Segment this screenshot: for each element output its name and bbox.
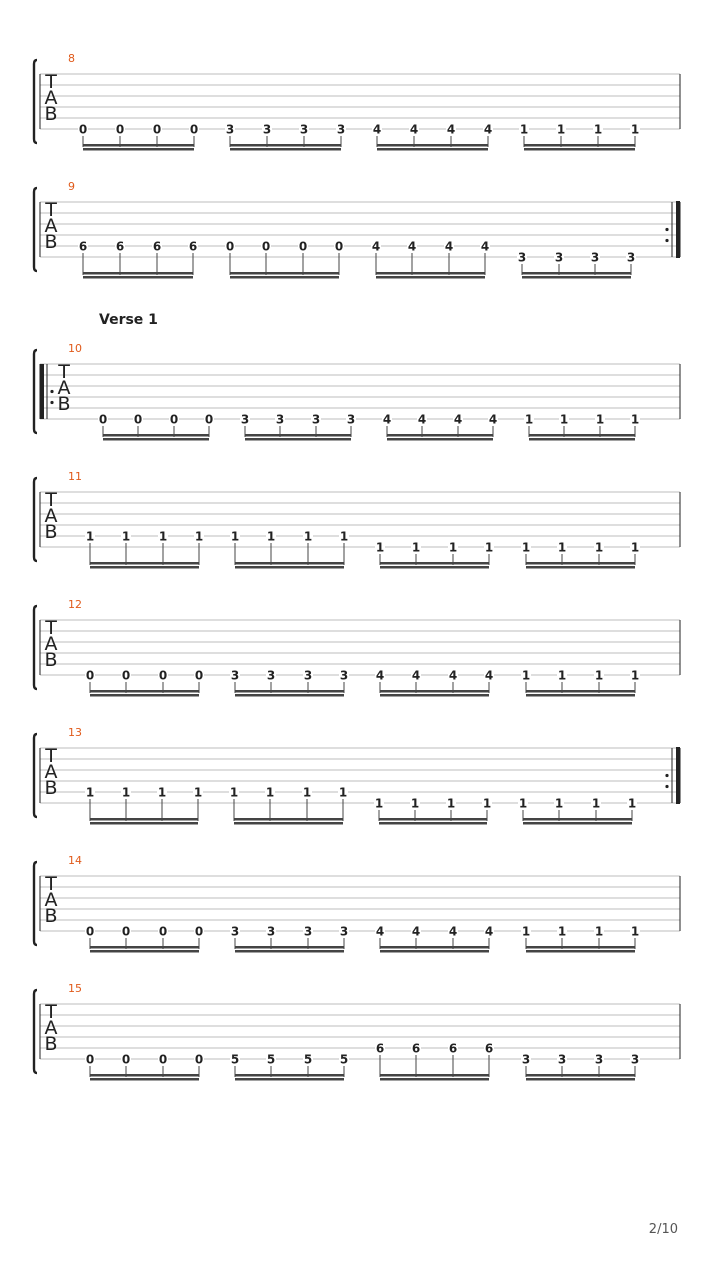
note-group bbox=[230, 669, 349, 697]
note-group bbox=[85, 530, 204, 569]
note-group bbox=[85, 1053, 204, 1081]
beam-primary bbox=[380, 1074, 489, 1077]
beam-secondary bbox=[235, 566, 344, 569]
beam-primary bbox=[235, 562, 344, 565]
fret-number: 6 bbox=[78, 239, 88, 254]
note-group bbox=[375, 925, 494, 953]
fret-number: 0 bbox=[115, 122, 125, 137]
fret-number: 1 bbox=[521, 540, 531, 555]
fret-number: 1 bbox=[229, 785, 239, 800]
tab-clef-letter: A bbox=[44, 87, 58, 109]
repeat-dot bbox=[665, 239, 668, 242]
beam-secondary bbox=[522, 276, 631, 279]
fret-number: 1 bbox=[85, 785, 95, 800]
beam-primary bbox=[235, 690, 344, 693]
fret-number: 1 bbox=[593, 122, 603, 137]
fret-number: 1 bbox=[554, 796, 564, 811]
fret-number: 1 bbox=[338, 785, 348, 800]
note-group bbox=[518, 797, 637, 825]
note-group bbox=[521, 541, 640, 569]
fret-number: 1 bbox=[85, 529, 95, 544]
end-repeat-thick-bar bbox=[676, 747, 680, 804]
system-bracket bbox=[34, 350, 37, 433]
tab-clef-letter: A bbox=[44, 889, 58, 911]
fret-number: 1 bbox=[557, 540, 567, 555]
fret-number: 1 bbox=[265, 785, 275, 800]
tab-clef-letter: A bbox=[44, 215, 58, 237]
beam-secondary bbox=[90, 950, 199, 953]
fret-number: 3 bbox=[230, 924, 240, 939]
beam-secondary bbox=[103, 438, 209, 441]
fret-number: 1 bbox=[630, 924, 640, 939]
fret-number: 0 bbox=[133, 412, 143, 427]
beam-primary bbox=[526, 562, 635, 565]
beam-secondary bbox=[83, 276, 193, 279]
tab-clef-letter: B bbox=[44, 649, 58, 671]
note-group bbox=[230, 925, 349, 953]
tab-clef-letter: T bbox=[45, 199, 57, 221]
note-group bbox=[375, 1042, 494, 1081]
tab-system-11 bbox=[34, 470, 680, 569]
tab-system-9 bbox=[34, 180, 680, 279]
fret-number: 3 bbox=[594, 1052, 604, 1067]
tab-clef-letter: A bbox=[44, 505, 58, 527]
end-repeat-thick-bar bbox=[676, 201, 680, 258]
fret-number: 4 bbox=[480, 239, 490, 254]
fret-number: 3 bbox=[262, 122, 272, 137]
system-bracket bbox=[34, 990, 37, 1073]
tab-clef-letter: B bbox=[44, 103, 58, 125]
beam-secondary bbox=[380, 566, 489, 569]
fret-number: 3 bbox=[240, 412, 250, 427]
tab-clef-letter: T bbox=[58, 361, 70, 383]
beam-primary bbox=[230, 144, 341, 147]
fret-number: 1 bbox=[339, 529, 349, 544]
fret-number: 1 bbox=[630, 412, 640, 427]
beam-primary bbox=[380, 946, 489, 949]
fret-number: 1 bbox=[303, 529, 313, 544]
fret-number: 6 bbox=[152, 239, 162, 254]
fret-number: 3 bbox=[517, 250, 527, 265]
fret-number: 1 bbox=[374, 796, 384, 811]
fret-number: 0 bbox=[298, 239, 308, 254]
fret-number: 1 bbox=[521, 924, 531, 939]
beam-primary bbox=[526, 690, 635, 693]
beam-secondary bbox=[380, 694, 489, 697]
note-group bbox=[521, 1053, 640, 1081]
system-bracket bbox=[34, 734, 37, 817]
tab-clef-letter: B bbox=[44, 777, 58, 799]
fret-number: 6 bbox=[375, 1041, 385, 1056]
fret-number: 4 bbox=[444, 239, 454, 254]
measure-number: 8 bbox=[68, 52, 75, 65]
fret-number: 6 bbox=[115, 239, 125, 254]
beam-secondary bbox=[523, 822, 632, 825]
fret-number: 6 bbox=[188, 239, 198, 254]
fret-number: 1 bbox=[557, 668, 567, 683]
start-repeat-thick-bar bbox=[40, 364, 44, 419]
fret-number: 0 bbox=[225, 239, 235, 254]
fret-number: 0 bbox=[85, 924, 95, 939]
beam-secondary bbox=[524, 148, 635, 151]
beam-primary bbox=[83, 144, 194, 147]
fret-number: 0 bbox=[334, 239, 344, 254]
fret-number: 4 bbox=[375, 924, 385, 939]
fret-number: 4 bbox=[453, 412, 463, 427]
repeat-dot bbox=[50, 401, 53, 404]
beam-secondary bbox=[234, 822, 343, 825]
fret-number: 0 bbox=[121, 1052, 131, 1067]
fret-number: 1 bbox=[594, 668, 604, 683]
beam-primary bbox=[522, 272, 631, 275]
note-group bbox=[517, 251, 636, 279]
note-group bbox=[240, 413, 356, 441]
beam-secondary bbox=[235, 950, 344, 953]
beam-secondary bbox=[90, 694, 199, 697]
tab-clef-letter: A bbox=[44, 761, 58, 783]
fret-number: 1 bbox=[484, 540, 494, 555]
fret-number: 4 bbox=[411, 924, 421, 939]
tab-clef-letter: A bbox=[57, 377, 71, 399]
tab-clef-letter: T bbox=[45, 489, 57, 511]
beam-primary bbox=[380, 690, 489, 693]
fret-number: 3 bbox=[225, 122, 235, 137]
fret-number: 1 bbox=[194, 529, 204, 544]
beam-primary bbox=[526, 1074, 635, 1077]
beam-primary bbox=[90, 562, 199, 565]
fret-number: 3 bbox=[630, 1052, 640, 1067]
beam-primary bbox=[524, 144, 635, 147]
beam-secondary bbox=[387, 438, 493, 441]
fret-number: 1 bbox=[446, 796, 456, 811]
fret-number: 4 bbox=[372, 122, 382, 137]
beam-secondary bbox=[230, 276, 339, 279]
beam-primary bbox=[83, 272, 193, 275]
fret-number: 1 bbox=[193, 785, 203, 800]
fret-number: 0 bbox=[158, 924, 168, 939]
fret-number: 4 bbox=[484, 924, 494, 939]
beam-primary bbox=[90, 690, 199, 693]
measure-number: 14 bbox=[68, 854, 82, 867]
beam-secondary bbox=[526, 950, 635, 953]
tab-clef-letter: B bbox=[57, 393, 71, 415]
fret-number: 6 bbox=[411, 1041, 421, 1056]
fret-number: 0 bbox=[261, 239, 271, 254]
beam-secondary bbox=[379, 822, 487, 825]
beam-secondary bbox=[83, 148, 194, 151]
beam-primary bbox=[523, 818, 632, 821]
repeat-dot bbox=[665, 785, 668, 788]
fret-number: 1 bbox=[157, 785, 167, 800]
beam-secondary bbox=[526, 566, 635, 569]
system-bracket bbox=[34, 478, 37, 561]
fret-number: 1 bbox=[411, 540, 421, 555]
fret-number: 1 bbox=[410, 796, 420, 811]
tab-system-14 bbox=[34, 854, 680, 953]
fret-number: 3 bbox=[303, 668, 313, 683]
fret-number: 6 bbox=[484, 1041, 494, 1056]
fret-number: 0 bbox=[194, 1052, 204, 1067]
note-group bbox=[85, 786, 203, 825]
beam-primary bbox=[234, 818, 343, 821]
measure-number: 10 bbox=[68, 342, 82, 355]
fret-number: 3 bbox=[266, 668, 276, 683]
tab-clef-letter: T bbox=[45, 745, 57, 767]
beam-primary bbox=[235, 1074, 344, 1077]
measure-number: 9 bbox=[68, 180, 75, 193]
tab-clef-letter: T bbox=[45, 873, 57, 895]
fret-number: 1 bbox=[627, 796, 637, 811]
beam-primary bbox=[90, 818, 198, 821]
fret-number: 3 bbox=[303, 924, 313, 939]
beam-secondary bbox=[245, 438, 351, 441]
fret-number: 4 bbox=[375, 668, 385, 683]
fret-number: 4 bbox=[484, 668, 494, 683]
note-group bbox=[375, 541, 494, 569]
fret-number: 3 bbox=[275, 412, 285, 427]
fret-number: 4 bbox=[483, 122, 493, 137]
fret-number: 4 bbox=[411, 668, 421, 683]
beam-primary bbox=[230, 272, 339, 275]
beam-primary bbox=[380, 562, 489, 565]
note-group bbox=[374, 797, 492, 825]
fret-number: 3 bbox=[311, 412, 321, 427]
note-group bbox=[382, 413, 498, 441]
repeat-dot bbox=[50, 390, 53, 393]
beam-secondary bbox=[526, 694, 635, 697]
fret-number: 0 bbox=[158, 668, 168, 683]
fret-number: 1 bbox=[521, 668, 531, 683]
fret-number: 1 bbox=[556, 122, 566, 137]
measure-number: 11 bbox=[68, 470, 82, 483]
beam-secondary bbox=[526, 1078, 635, 1081]
beam-primary bbox=[235, 946, 344, 949]
note-group bbox=[78, 123, 199, 151]
fret-number: 4 bbox=[446, 122, 456, 137]
tab-system-8 bbox=[34, 52, 680, 151]
fret-number: 4 bbox=[407, 239, 417, 254]
fret-number: 1 bbox=[557, 924, 567, 939]
beam-secondary bbox=[235, 694, 344, 697]
fret-number: 4 bbox=[417, 412, 427, 427]
note-group bbox=[519, 123, 640, 151]
fret-number: 1 bbox=[518, 796, 528, 811]
beam-secondary bbox=[376, 276, 485, 279]
beam-primary bbox=[529, 434, 635, 437]
beam-primary bbox=[90, 1074, 199, 1077]
repeat-dot bbox=[665, 774, 668, 777]
fret-number: 1 bbox=[630, 122, 640, 137]
fret-number: 1 bbox=[519, 122, 529, 137]
fret-number: 1 bbox=[266, 529, 276, 544]
tab-clef-letter: T bbox=[45, 1001, 57, 1023]
fret-number: 1 bbox=[448, 540, 458, 555]
fret-number: 4 bbox=[409, 122, 419, 137]
fret-number: 0 bbox=[121, 668, 131, 683]
note-group bbox=[225, 240, 344, 279]
fret-number: 1 bbox=[630, 668, 640, 683]
tab-system-15 bbox=[34, 982, 680, 1081]
section-label: Verse 1 bbox=[99, 312, 158, 328]
fret-number: 0 bbox=[85, 1052, 95, 1067]
fret-number: 1 bbox=[559, 412, 569, 427]
tab-clef-letter: B bbox=[44, 905, 58, 927]
note-group bbox=[371, 240, 490, 279]
fret-number: 0 bbox=[194, 924, 204, 939]
fret-number: 3 bbox=[230, 668, 240, 683]
note-group bbox=[372, 123, 493, 151]
note-group bbox=[521, 925, 640, 953]
fret-number: 4 bbox=[382, 412, 392, 427]
beam-secondary bbox=[230, 148, 341, 151]
note-group bbox=[230, 530, 349, 569]
note-group bbox=[85, 925, 204, 953]
tab-system-13 bbox=[34, 726, 680, 825]
fret-number: 3 bbox=[339, 668, 349, 683]
fret-number: 0 bbox=[152, 122, 162, 137]
fret-number: 1 bbox=[121, 785, 131, 800]
beam-secondary bbox=[235, 1078, 344, 1081]
beam-secondary bbox=[380, 1078, 489, 1081]
fret-number: 5 bbox=[266, 1052, 276, 1067]
fret-number: 1 bbox=[524, 412, 534, 427]
beam-secondary bbox=[529, 438, 635, 441]
fret-number: 4 bbox=[448, 924, 458, 939]
fret-number: 4 bbox=[448, 668, 458, 683]
fret-number: 3 bbox=[266, 924, 276, 939]
measure-number: 12 bbox=[68, 598, 82, 611]
fret-number: 0 bbox=[169, 412, 179, 427]
fret-number: 1 bbox=[594, 924, 604, 939]
beam-secondary bbox=[90, 1078, 199, 1081]
note-group bbox=[229, 786, 348, 825]
fret-number: 1 bbox=[375, 540, 385, 555]
fret-number: 1 bbox=[158, 529, 168, 544]
page-number: 2/10 bbox=[648, 1222, 678, 1237]
fret-number: 1 bbox=[594, 540, 604, 555]
fret-number: 3 bbox=[521, 1052, 531, 1067]
fret-number: 0 bbox=[98, 412, 108, 427]
tab-clef-letter: B bbox=[44, 1033, 58, 1055]
fret-number: 3 bbox=[336, 122, 346, 137]
repeat-dot bbox=[665, 228, 668, 231]
beam-primary bbox=[387, 434, 493, 437]
beam-primary bbox=[245, 434, 351, 437]
note-group bbox=[524, 413, 640, 441]
fret-number: 1 bbox=[121, 529, 131, 544]
fret-number: 1 bbox=[302, 785, 312, 800]
fret-number: 3 bbox=[346, 412, 356, 427]
beam-secondary bbox=[90, 822, 198, 825]
beam-primary bbox=[379, 818, 487, 821]
measure-number: 15 bbox=[68, 982, 82, 995]
fret-number: 0 bbox=[85, 668, 95, 683]
fret-number: 1 bbox=[591, 796, 601, 811]
system-bracket bbox=[34, 60, 37, 143]
note-group bbox=[521, 669, 640, 697]
measure-number: 13 bbox=[68, 726, 82, 739]
fret-number: 3 bbox=[557, 1052, 567, 1067]
fret-number: 5 bbox=[303, 1052, 313, 1067]
fret-number: 0 bbox=[158, 1052, 168, 1067]
system-bracket bbox=[34, 862, 37, 945]
fret-number: 3 bbox=[339, 924, 349, 939]
beam-secondary bbox=[377, 148, 488, 151]
tab-clef-letter: A bbox=[44, 633, 58, 655]
fret-number: 3 bbox=[554, 250, 564, 265]
note-group bbox=[98, 413, 214, 441]
tab-clef-letter: B bbox=[44, 231, 58, 253]
fret-number: 4 bbox=[371, 239, 381, 254]
beam-secondary bbox=[90, 566, 199, 569]
note-group bbox=[230, 1053, 349, 1081]
tab-clef-letter: T bbox=[45, 71, 57, 93]
fret-number: 6 bbox=[448, 1041, 458, 1056]
beam-primary bbox=[377, 144, 488, 147]
fret-number: 0 bbox=[204, 412, 214, 427]
fret-number: 5 bbox=[230, 1052, 240, 1067]
fret-number: 3 bbox=[590, 250, 600, 265]
fret-number: 1 bbox=[230, 529, 240, 544]
tab-system-12 bbox=[34, 598, 680, 697]
fret-number: 1 bbox=[630, 540, 640, 555]
note-group bbox=[375, 669, 494, 697]
fret-number: 0 bbox=[189, 122, 199, 137]
note-group bbox=[85, 669, 204, 697]
system-bracket bbox=[34, 606, 37, 689]
note-group bbox=[78, 240, 198, 279]
tab-clef-letter: B bbox=[44, 521, 58, 543]
beam-primary bbox=[526, 946, 635, 949]
fret-number: 3 bbox=[626, 250, 636, 265]
beam-primary bbox=[103, 434, 209, 437]
fret-number: 0 bbox=[78, 122, 88, 137]
fret-number: 4 bbox=[488, 412, 498, 427]
fret-number: 0 bbox=[194, 668, 204, 683]
tab-system-10 bbox=[34, 312, 680, 441]
fret-number: 0 bbox=[121, 924, 131, 939]
beam-primary bbox=[376, 272, 485, 275]
fret-number: 1 bbox=[482, 796, 492, 811]
tab-clef-letter: A bbox=[44, 1017, 58, 1039]
note-group bbox=[225, 123, 346, 151]
fret-number: 1 bbox=[595, 412, 605, 427]
tab-clef-letter: T bbox=[45, 617, 57, 639]
fret-number: 5 bbox=[339, 1052, 349, 1067]
system-bracket bbox=[34, 188, 37, 271]
fret-number: 3 bbox=[299, 122, 309, 137]
beam-secondary bbox=[380, 950, 489, 953]
beam-primary bbox=[90, 946, 199, 949]
